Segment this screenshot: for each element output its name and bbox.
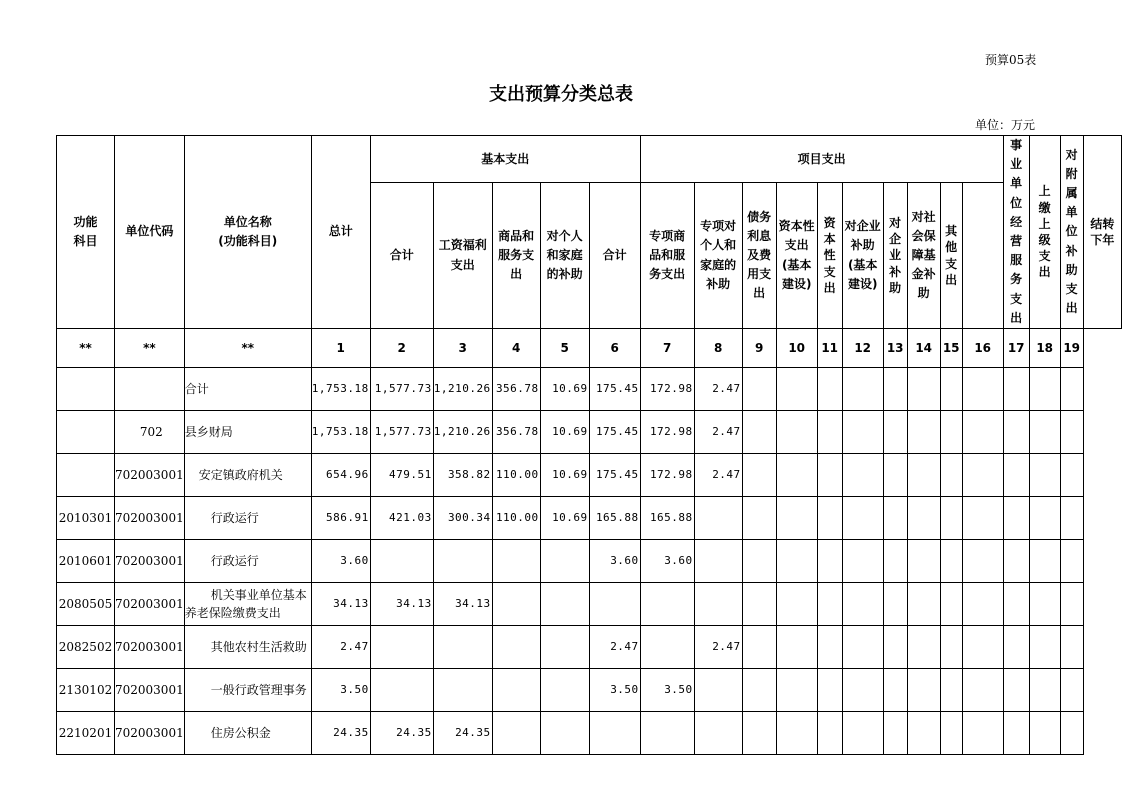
sequence-cell: 19 — [1060, 328, 1083, 367]
sequence-cell: 2 — [370, 328, 433, 367]
amount-cell: 3.50 — [311, 668, 370, 711]
amount-cell — [817, 496, 842, 539]
amount-cell: 10.69 — [540, 367, 589, 410]
sequence-cell: 9 — [742, 328, 776, 367]
amount-cell — [817, 367, 842, 410]
amount-cell — [1029, 539, 1060, 582]
unit-code-cell: 702003001 — [115, 625, 185, 668]
sequence-cell: 8 — [694, 328, 742, 367]
amount-cell — [962, 582, 1003, 625]
amount-cell — [1003, 410, 1029, 453]
amount-cell: 1,210.26 — [433, 410, 492, 453]
amount-cell — [1060, 410, 1083, 453]
amount-cell — [883, 496, 907, 539]
sequence-cell: ** — [57, 328, 115, 367]
sequence-cell: 15 — [940, 328, 962, 367]
amount-cell: 1,210.26 — [433, 367, 492, 410]
amount-cell — [907, 711, 940, 754]
amount-cell — [742, 496, 776, 539]
amount-cell: 479.51 — [370, 453, 433, 496]
amount-cell — [962, 367, 1003, 410]
amount-cell — [817, 625, 842, 668]
amount-cell: 3.60 — [640, 539, 694, 582]
amount-cell — [433, 625, 492, 668]
amount-cell — [776, 410, 817, 453]
table-row — [57, 668, 1122, 711]
amount-cell: 1,753.18 — [311, 410, 370, 453]
header-func-subject: 功能科目 — [57, 136, 115, 329]
amount-cell — [1003, 582, 1029, 625]
amount-cell — [883, 668, 907, 711]
amount-cell — [742, 367, 776, 410]
amount-cell — [1003, 539, 1029, 582]
amount-cell — [370, 539, 433, 582]
page-title: 支出预算分类总表 — [489, 84, 633, 105]
header-institution-ops: 事业单位经营服务支出 — [1003, 136, 1029, 329]
table-row — [57, 711, 1122, 754]
amount-cell — [776, 625, 817, 668]
header-subsidiary: 对附属单位补助支出 — [1060, 136, 1083, 329]
amount-cell — [883, 367, 907, 410]
sequence-cell: 5 — [540, 328, 589, 367]
amount-cell: 300.34 — [433, 496, 492, 539]
unit-code-cell: 702003001 — [115, 496, 185, 539]
unit-name-cell: 安定镇政府机关 — [184, 453, 311, 496]
amount-cell — [776, 539, 817, 582]
amount-cell: 172.98 — [640, 453, 694, 496]
amount-cell: 421.03 — [370, 496, 433, 539]
amount-cell — [540, 668, 589, 711]
amount-cell — [940, 539, 962, 582]
amount-cell — [742, 582, 776, 625]
amount-cell — [492, 539, 540, 582]
amount-cell — [883, 625, 907, 668]
amount-cell — [1003, 453, 1029, 496]
amount-cell — [694, 668, 742, 711]
amount-cell — [940, 496, 962, 539]
amount-cell: 175.45 — [589, 410, 640, 453]
amount-cell — [433, 539, 492, 582]
amount-cell — [492, 711, 540, 754]
amount-cell — [842, 367, 883, 410]
amount-cell: 110.00 — [492, 453, 540, 496]
amount-cell — [883, 582, 907, 625]
header-special-personal: 专项对个人和家庭的补助 — [694, 183, 742, 329]
table-row — [57, 496, 1122, 539]
amount-cell — [1029, 668, 1060, 711]
amount-cell: 2.47 — [589, 625, 640, 668]
amount-cell — [776, 711, 817, 754]
form-number: 预算05表 — [985, 53, 1037, 67]
amount-cell: 356.78 — [492, 410, 540, 453]
amount-cell — [694, 711, 742, 754]
amount-cell — [370, 625, 433, 668]
sequence-cell: 12 — [842, 328, 883, 367]
subject-code-cell: 2210201 — [57, 711, 115, 754]
amount-cell — [776, 496, 817, 539]
amount-cell — [694, 539, 742, 582]
amount-cell: 1,577.73 — [370, 410, 433, 453]
amount-cell: 34.13 — [370, 582, 433, 625]
amount-cell — [1029, 410, 1060, 453]
amount-cell — [962, 668, 1003, 711]
amount-cell — [1003, 496, 1029, 539]
amount-cell: 10.69 — [540, 453, 589, 496]
amount-cell: 10.69 — [540, 496, 589, 539]
amount-cell: 10.69 — [540, 410, 589, 453]
amount-cell: 2.47 — [694, 453, 742, 496]
amount-cell — [940, 410, 962, 453]
amount-cell — [776, 668, 817, 711]
amount-cell — [742, 453, 776, 496]
table-row — [57, 539, 1122, 582]
amount-cell — [540, 582, 589, 625]
amount-cell: 2.47 — [694, 410, 742, 453]
header-project-group: 项目支出 — [640, 136, 1003, 183]
amount-cell — [907, 668, 940, 711]
sequence-cell: 13 — [883, 328, 907, 367]
amount-cell — [940, 367, 962, 410]
amount-cell — [1060, 625, 1083, 668]
amount-cell: 110.00 — [492, 496, 540, 539]
unit-name-cell: 一般行政管理事务 — [184, 668, 311, 711]
budget-table — [56, 135, 1122, 755]
amount-cell — [817, 582, 842, 625]
amount-cell — [962, 711, 1003, 754]
amount-cell — [883, 410, 907, 453]
amount-cell — [589, 582, 640, 625]
amount-cell — [1060, 453, 1083, 496]
amount-cell — [842, 496, 883, 539]
amount-cell: 172.98 — [640, 367, 694, 410]
amount-cell: 1,577.73 — [370, 367, 433, 410]
amount-cell — [640, 582, 694, 625]
amount-cell — [842, 453, 883, 496]
amount-cell — [1003, 367, 1029, 410]
amount-cell — [1060, 496, 1083, 539]
amount-cell — [962, 410, 1003, 453]
subject-code-cell — [57, 367, 115, 410]
amount-cell — [962, 625, 1003, 668]
unit-name-cell: 县乡财局 — [184, 410, 311, 453]
header-wages: 工资福利支出 — [433, 183, 492, 329]
amount-cell — [817, 668, 842, 711]
unit-code-cell: 702003001 — [115, 668, 185, 711]
amount-cell: 3.60 — [589, 539, 640, 582]
amount-cell — [540, 539, 589, 582]
amount-cell — [907, 625, 940, 668]
amount-cell — [907, 582, 940, 625]
amount-cell — [433, 668, 492, 711]
amount-cell: 2.47 — [694, 367, 742, 410]
amount-cell — [940, 711, 962, 754]
amount-cell — [962, 539, 1003, 582]
amount-cell — [962, 496, 1003, 539]
amount-cell — [1060, 367, 1083, 410]
amount-cell — [492, 582, 540, 625]
unit-code-cell: 702003001 — [115, 711, 185, 754]
header-enterprise-basic: 对企业补助(基本建设) — [842, 183, 883, 329]
unit-code-cell — [115, 367, 185, 410]
amount-cell — [742, 625, 776, 668]
amount-cell — [883, 711, 907, 754]
amount-cell — [742, 668, 776, 711]
header-carry-forward: 结转下年 — [1083, 136, 1121, 329]
amount-cell: 165.88 — [640, 496, 694, 539]
amount-cell — [940, 453, 962, 496]
sequence-cell: 16 — [962, 328, 1003, 367]
header-unit-name: 单位名称 (功能科目) — [184, 136, 311, 329]
header-total: 总计 — [311, 136, 370, 329]
unit-name-cell: 合计 — [184, 367, 311, 410]
amount-cell — [1029, 625, 1060, 668]
unit-code-cell: 702 — [115, 410, 185, 453]
sequence-cell: 11 — [817, 328, 842, 367]
amount-cell — [540, 625, 589, 668]
sequence-cell: 14 — [907, 328, 940, 367]
amount-cell: 34.13 — [433, 582, 492, 625]
unit-name-cell: 行政运行 — [184, 496, 311, 539]
amount-cell — [940, 625, 962, 668]
amount-cell — [817, 711, 842, 754]
table-row — [57, 410, 1122, 453]
amount-cell — [1060, 582, 1083, 625]
amount-cell — [940, 668, 962, 711]
amount-cell: 356.78 — [492, 367, 540, 410]
amount-cell — [940, 582, 962, 625]
amount-cell: 3.60 — [311, 539, 370, 582]
amount-cell — [540, 711, 589, 754]
amount-cell: 172.98 — [640, 410, 694, 453]
sequence-cell: 10 — [776, 328, 817, 367]
amount-cell: 24.35 — [311, 711, 370, 754]
sequence-cell: ** — [115, 328, 185, 367]
amount-cell: 165.88 — [589, 496, 640, 539]
amount-cell: 2.47 — [694, 625, 742, 668]
unit-name-cell: 行政运行 — [184, 539, 311, 582]
amount-cell — [1029, 582, 1060, 625]
amount-cell — [776, 367, 817, 410]
table-row — [57, 367, 1122, 410]
amount-cell: 24.35 — [370, 711, 433, 754]
amount-cell — [1029, 711, 1060, 754]
amount-cell — [694, 582, 742, 625]
sequence-cell: 3 — [433, 328, 492, 367]
amount-cell — [842, 410, 883, 453]
subject-code-cell: 2080505 — [57, 582, 115, 625]
sequence-cell: 4 — [492, 328, 540, 367]
sequence-cell: 6 — [589, 328, 640, 367]
amount-cell: 586.91 — [311, 496, 370, 539]
subject-code-cell: 2130102 — [57, 668, 115, 711]
amount-cell: 175.45 — [589, 367, 640, 410]
amount-cell — [907, 496, 940, 539]
amount-cell — [962, 453, 1003, 496]
unit-name-cell: 其他农村生活救助 — [184, 625, 311, 668]
amount-cell — [907, 539, 940, 582]
header-debt-interest: 债务利息及费用支出 — [742, 183, 776, 329]
amount-cell — [776, 453, 817, 496]
amount-cell — [742, 539, 776, 582]
amount-cell — [842, 711, 883, 754]
header-unit-code: 单位代码 — [115, 136, 185, 329]
header-other: 其他支出 — [940, 183, 962, 329]
amount-cell — [742, 410, 776, 453]
amount-cell — [842, 668, 883, 711]
amount-cell — [817, 539, 842, 582]
sequence-row — [57, 328, 1122, 367]
amount-cell — [640, 625, 694, 668]
header-social-security: 对社会保障基金补助 — [907, 183, 940, 329]
amount-cell: 1,753.18 — [311, 367, 370, 410]
amount-cell — [842, 625, 883, 668]
amount-cell: 3.50 — [589, 668, 640, 711]
table-row — [57, 582, 1122, 625]
amount-cell — [1029, 496, 1060, 539]
subject-code-cell — [57, 453, 115, 496]
header-remit-upper: 上缴上级支出 — [1029, 136, 1060, 329]
header-goods-services: 商品和服务支出 — [492, 183, 540, 329]
subject-code-cell — [57, 410, 115, 453]
header-special-goods: 专项商品和服务支出 — [640, 183, 694, 329]
table-body — [57, 328, 1122, 754]
amount-cell: 654.96 — [311, 453, 370, 496]
header-capital: 资本性支出 — [817, 183, 842, 329]
amount-cell — [907, 367, 940, 410]
header-capital-basic: 资本性支出(基本建设) — [776, 183, 817, 329]
amount-cell: 34.13 — [311, 582, 370, 625]
header-basic-total: 合计 — [370, 183, 433, 329]
amount-cell — [492, 668, 540, 711]
sequence-cell: 18 — [1029, 328, 1060, 367]
amount-cell — [694, 496, 742, 539]
header-enterprise: 对企业补助 — [883, 183, 907, 329]
sequence-cell: 17 — [1003, 328, 1029, 367]
amount-cell — [842, 539, 883, 582]
table-row — [57, 625, 1122, 668]
amount-cell — [640, 711, 694, 754]
amount-cell — [1060, 711, 1083, 754]
amount-cell — [883, 453, 907, 496]
amount-cell — [1060, 668, 1083, 711]
subject-code-cell: 2010301 — [57, 496, 115, 539]
unit-code-cell: 702003001 — [115, 582, 185, 625]
unit-code-cell: 702003001 — [115, 453, 185, 496]
amount-cell: 2.47 — [311, 625, 370, 668]
unit-code-cell: 702003001 — [115, 539, 185, 582]
amount-cell — [907, 453, 940, 496]
amount-cell: 3.50 — [640, 668, 694, 711]
unit-label: 单位：万元 — [975, 118, 1036, 132]
header-basic-group: 基本支出 — [370, 136, 640, 183]
amount-cell: 24.35 — [433, 711, 492, 754]
sequence-cell: 7 — [640, 328, 694, 367]
amount-cell — [1029, 453, 1060, 496]
unit-name-cell: 住房公积金 — [184, 711, 311, 754]
sequence-cell: ** — [184, 328, 311, 367]
subject-code-cell: 2082502 — [57, 625, 115, 668]
amount-cell — [817, 410, 842, 453]
amount-cell — [370, 668, 433, 711]
amount-cell — [817, 453, 842, 496]
amount-cell — [842, 582, 883, 625]
amount-cell: 358.82 — [433, 453, 492, 496]
amount-cell — [907, 410, 940, 453]
amount-cell — [883, 539, 907, 582]
sequence-cell: 1 — [311, 328, 370, 367]
subject-code-cell: 2010601 — [57, 539, 115, 582]
unit-name-cell: 机关事业单位基本养老保险缴费支出 — [184, 582, 311, 625]
amount-cell — [1029, 367, 1060, 410]
amount-cell — [1060, 539, 1083, 582]
amount-cell — [589, 711, 640, 754]
header-project-total: 合计 — [589, 183, 640, 329]
amount-cell — [742, 711, 776, 754]
amount-cell — [492, 625, 540, 668]
amount-cell — [1003, 668, 1029, 711]
amount-cell: 175.45 — [589, 453, 640, 496]
amount-cell — [1003, 711, 1029, 754]
table-row — [57, 453, 1122, 496]
header-personal-subsidy: 对个人和家庭的补助 — [540, 183, 589, 329]
amount-cell — [776, 582, 817, 625]
amount-cell — [1003, 625, 1029, 668]
